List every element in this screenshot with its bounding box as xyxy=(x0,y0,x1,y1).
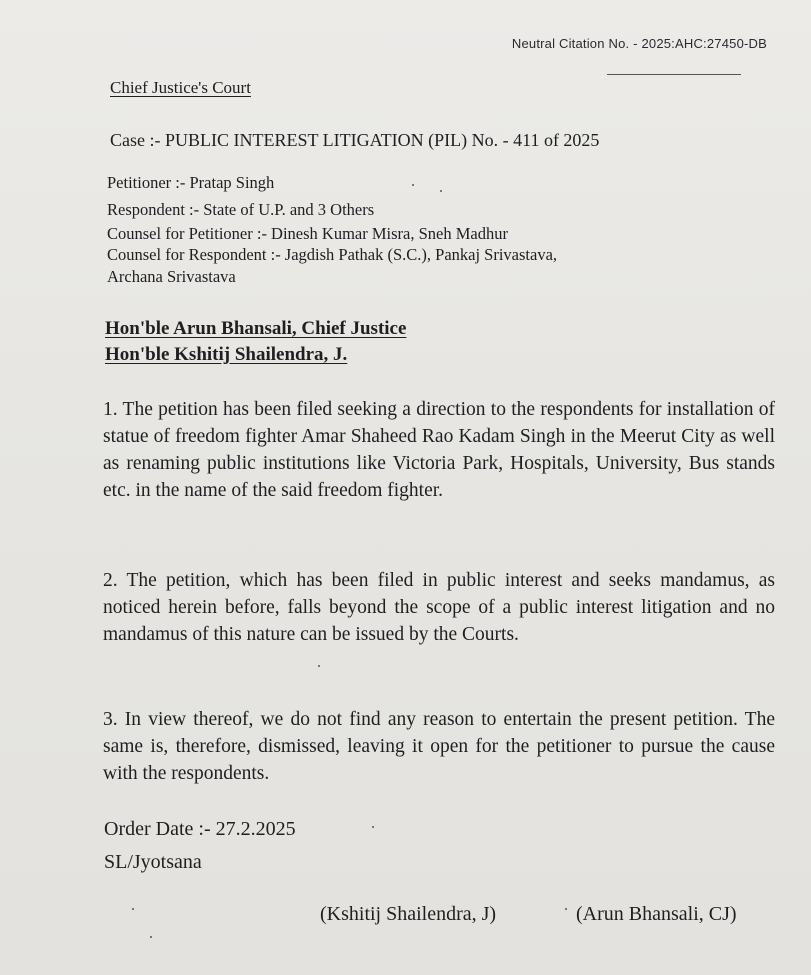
scan-speck xyxy=(565,908,567,910)
citation-rule xyxy=(607,74,741,75)
scan-speck xyxy=(318,665,320,667)
counsel-respondent-line: Counsel for Respondent :- Jagdish Pathak (S.C.), Pankaj Srivastava, xyxy=(107,245,558,264)
case-title: Case :- PUBLIC INTEREST LITIGATION (PIL) No. - 411 of 2025 xyxy=(110,130,600,150)
scan-speck xyxy=(412,184,414,186)
signature-arun: (Arun Bhansali, CJ) xyxy=(576,903,737,925)
clerk-initials: SL/Jyotsana xyxy=(104,851,202,873)
order-date: Order Date :- 27.2.2025 xyxy=(104,818,296,840)
scan-speck xyxy=(132,908,134,910)
judge-puisne: Hon'ble Kshitij Shailendra, J. xyxy=(105,344,348,365)
paragraph-3: 3. In view thereof, we do not find any reason to entertain the present petition. The same is, therefore, dismissed, leaving it open for the petitioner to pursue the cause with the respondents. xyxy=(103,709,775,784)
signature-kshitij: (Kshitij Shailendra, J) xyxy=(320,903,497,925)
scan-speck xyxy=(372,826,374,828)
paragraph-2: 2. The petition, which has been filed in public interest and seeks mandamus, as noticed herein before, falls beyond the scope of a public interest litigation and no mandamus of this nature can be issued by the Courts. xyxy=(103,570,775,645)
scan-speck xyxy=(150,936,152,938)
petitioner-line: Petitioner :- Pratap Singh xyxy=(107,173,275,192)
judge-chief-justice: Hon'ble Arun Bhansali, Chief Justice xyxy=(105,318,407,339)
paragraph-1: 1. The petition has been filed seeking a direction to the respondents for installation of statue of freedom fighter Amar Shaheed Rao Kadam Singh in the Meerut City as well as renaming public institutions like Victoria Park, Hospitals, University, Bus stands etc. in the name of the said freedom fighter. xyxy=(103,399,775,501)
counsel-respondent-continued: Archana Srivastava xyxy=(107,267,236,286)
scan-speck xyxy=(440,190,442,192)
neutral-citation: Neutral Citation No. - 2025:AHC:27450-DB xyxy=(511,36,767,51)
respondent-line: Respondent :- State of U.P. and 3 Others xyxy=(107,200,375,219)
court-name: Chief Justice's Court xyxy=(110,78,251,97)
counsel-petitioner-line: Counsel for Petitioner :- Dinesh Kumar Misra, Sneh Madhur xyxy=(107,224,508,243)
